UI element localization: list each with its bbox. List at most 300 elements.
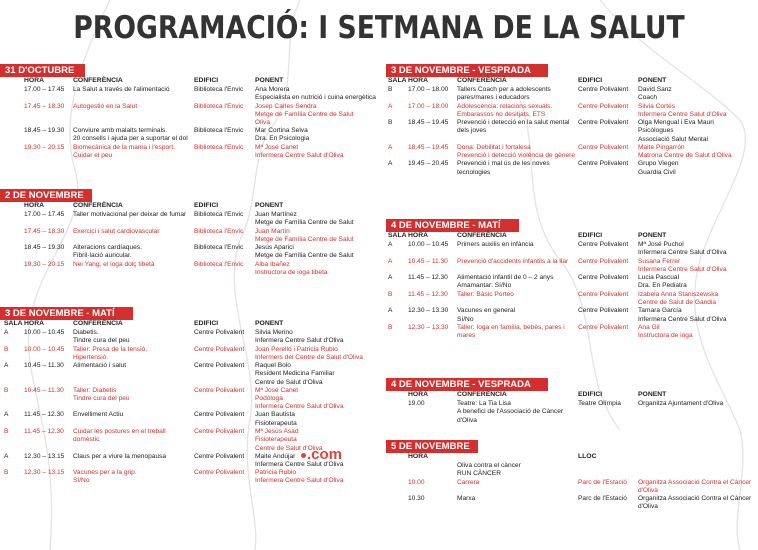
column-header-row <box>386 453 756 462</box>
conferencia-cell <box>457 307 515 324</box>
table-row <box>386 103 756 120</box>
column-header-conf: CONFERÈNCIA <box>73 202 123 209</box>
ponent-line: Centre de Salut d'Oliva <box>255 378 323 386</box>
conferencia-line: Nei Yang, el ioga dolç tibetà <box>73 260 155 268</box>
conferencia-cell <box>73 244 142 261</box>
column-header-row <box>386 77 756 86</box>
conferencia-cell <box>457 400 563 425</box>
ponent-line: Metge de Família Centre de Salut <box>255 219 354 227</box>
ponent-cell <box>255 469 343 486</box>
ponent-cell <box>638 144 732 161</box>
edifici-cell: Centre Polivalent <box>194 329 245 336</box>
column-header-hora: HORA <box>408 77 429 84</box>
ponent-line: Infermera Centre Salut d'Oliva <box>638 249 727 257</box>
conferencia-cell <box>73 428 166 445</box>
hora-cell: 10.30 <box>408 495 425 503</box>
ponent-cell <box>255 86 376 103</box>
ponent-line: Juan Martínez <box>255 211 297 218</box>
ponent-line: Guardia Civil <box>638 168 676 176</box>
section-oct-31 <box>0 64 378 160</box>
conferencia-line: Exercici i salut cardiovascular <box>73 227 160 235</box>
section-heading: 3 DE NOVEMBRE - MATÍ <box>0 307 133 320</box>
conferencia-line: Prevenció i detecció violència de gènere <box>457 152 576 160</box>
ponent-line: Infermera Centre Salut d'Oliva <box>638 265 727 273</box>
hora-cell: 12.30 – 13.15 <box>24 452 65 460</box>
edifici-cell: Biblioteca l'Envic <box>194 211 244 218</box>
ponent-line: Tamara García <box>638 307 682 315</box>
sala-cell: A <box>4 411 9 419</box>
conferencia-line: La Salut a través de l'alimentació <box>73 86 170 93</box>
column-header-sala: SALA <box>4 320 23 327</box>
conferencia-cell <box>457 241 534 249</box>
ponent-line: Infermera Centre Salut d'Oliva <box>638 315 727 323</box>
hora-cell: 12.30 – 13.30 <box>408 307 449 315</box>
conferencia-line: Cuidar les postures en el treball <box>73 427 166 435</box>
conferencia-cell <box>457 324 565 341</box>
column-header-edifici: LLOC <box>578 453 597 460</box>
section-rows <box>386 453 756 512</box>
ponent-line: Organitza Ajuntament d'Oliva <box>638 400 724 407</box>
column-header-edifici: EDIFICI <box>194 77 219 84</box>
section-nov-3-vesprada <box>386 64 756 177</box>
conferencia-line: A benefici de l'Associació de Càncer <box>457 408 564 416</box>
column-header-ponent: PONENT <box>255 202 284 209</box>
conferencia-line: Alimentació i salut <box>73 362 127 370</box>
edifici-cell: Centre Polivalent <box>194 386 245 394</box>
ponent-cell <box>638 274 687 291</box>
conferencia-cell <box>73 453 166 461</box>
section-rows <box>386 232 756 341</box>
sala-cell: A <box>388 160 393 168</box>
conferencia-line: mares <box>457 332 476 340</box>
ponent-cell <box>255 244 354 261</box>
conferencia-line: Taller motivacional per deixar de fumar <box>73 211 187 218</box>
ponent-cell <box>255 261 328 278</box>
hora-cell: 18.45 – 19.45 <box>408 119 449 127</box>
ponent-cell <box>638 258 726 275</box>
section-nov-5 <box>386 440 756 512</box>
hora-cell: 10.45 – 11.30 <box>24 386 64 394</box>
conferencia-line: dels joves <box>457 127 487 135</box>
conferencia-line: 20 consells i ajuda per a suportar el dol <box>73 135 188 143</box>
conferencia-line: Marxa <box>457 495 476 503</box>
ponent-line: Maite Andújar <box>255 452 296 460</box>
sala-cell: A <box>388 143 393 151</box>
ponent-line: Oliva <box>255 119 271 127</box>
ponent-line: Mar Cortina Selva <box>255 127 308 135</box>
edifici-cell: Centre Polivalent <box>578 290 629 298</box>
sala-cell: A <box>388 241 393 248</box>
ponent-line: Silvia Cortés <box>638 102 676 110</box>
ponent-line: Ana Morera <box>255 86 290 93</box>
ponent-cell <box>255 329 343 346</box>
ponent-cell <box>255 411 297 428</box>
watermark-text: .com <box>307 446 343 463</box>
section-heading: 4 DE NOVEMBRE - MATÍ <box>386 219 519 232</box>
conferencia-line: domèstic <box>73 436 100 444</box>
column-header-edifici: EDIFICI <box>194 202 219 209</box>
column-header-hora: HORA <box>408 391 429 398</box>
edifici-cell: Centre Polivalent <box>194 452 245 460</box>
column-header-hora: HORA <box>24 320 45 327</box>
ponent-line: Fisioterapeuta <box>255 436 297 444</box>
section-rows <box>0 202 378 277</box>
conferencia-line: Alteracions cardíaques. <box>73 244 142 252</box>
column-header-edifici: EDIFICI <box>578 391 603 398</box>
ponent-line: Jesús Aparici <box>255 244 294 252</box>
ponent-line: d'Oliva <box>638 503 658 511</box>
edifici-cell: Biblioteca l'Envic <box>194 143 244 151</box>
column-header-row <box>0 77 378 86</box>
table-row <box>386 160 756 177</box>
edifici-cell: Parc de l'Estació <box>578 495 627 503</box>
hora-cell: 17.00 – 17.45 <box>24 86 65 93</box>
hora-cell: 18.45 – 19.45 <box>408 143 449 151</box>
ponent-line: Olga Mengual i Eva Mauri <box>638 119 714 127</box>
sala-cell: A <box>388 307 393 315</box>
sala-cell: B <box>4 469 9 477</box>
conferencia-cell <box>73 103 137 111</box>
ponent-cell <box>638 86 672 103</box>
section-heading: 5 DE NOVEMBRE <box>386 440 478 453</box>
conferencia-cell <box>457 462 521 479</box>
ponent-cell <box>638 119 714 144</box>
table-row <box>0 144 378 161</box>
edifici-cell: Centre Polivalent <box>578 160 629 168</box>
watermark-dot-icon <box>301 453 306 458</box>
table-row <box>386 462 756 479</box>
column-header-ponent: PONENT <box>255 77 284 84</box>
table-row <box>386 291 756 308</box>
hora-cell: 10.00 – 10.45 <box>24 345 65 353</box>
conferencia-cell <box>457 495 475 503</box>
ponent-line: Mª Jesús Asad <box>255 427 299 435</box>
hora-cell: 11.45 – 12.30 <box>408 274 448 282</box>
conferencia-line: Vacunes per a la grip. <box>73 469 137 477</box>
ponent-cell <box>255 211 354 228</box>
ponent-line: Infermera Centre Salut d'Oliva <box>255 460 344 468</box>
ponent-line: Infermera Centre Salut d'Oliva <box>255 152 344 160</box>
edifici-cell: Centre Polivalent <box>578 257 629 265</box>
sala-cell: B <box>4 427 9 435</box>
conferencia-line: Envelliment Actiu <box>73 411 124 419</box>
table-row <box>0 228 378 245</box>
conferencia-cell <box>457 86 551 103</box>
column-header-edifici: EDIFICI <box>578 77 603 84</box>
ponent-cell <box>255 127 309 144</box>
hora-cell: 11.45 – 12.30 <box>408 290 448 298</box>
conferencia-cell <box>457 103 552 120</box>
section-rows <box>386 391 756 425</box>
table-row <box>386 495 756 512</box>
conferencia-line: RUN CÀNCER <box>457 470 501 478</box>
table-row <box>386 258 756 275</box>
table-row <box>0 411 378 428</box>
ponent-line: Instructora de ioga tibeta <box>255 269 328 277</box>
section-rows <box>0 77 378 160</box>
ponent-line: Patricia Rubio <box>255 469 297 477</box>
table-row <box>0 103 378 128</box>
edifici-cell: Centre Polivalent <box>194 427 245 435</box>
column-header-hora: HORA <box>408 453 429 460</box>
ponent-line: Instructora de ioga <box>638 332 693 340</box>
conferencia-cell <box>73 261 155 269</box>
edifici-cell: Centre Polivalent <box>194 469 245 477</box>
ponent-line: Fisioterapeuta <box>255 419 297 427</box>
ponent-cell <box>255 228 354 245</box>
conferencia-line: Claus per a viure la menopausa <box>73 452 167 460</box>
ponent-line: Organitza Associació Contra el Càncer <box>638 478 752 486</box>
table-row <box>0 261 378 278</box>
sala-cell: A <box>388 102 393 110</box>
ponent-line: Ana Gil <box>638 323 660 331</box>
edifici-cell: Biblioteca l'Envic <box>194 127 244 135</box>
hora-cell: 10.00 <box>408 478 425 486</box>
ponent-cell <box>255 362 335 387</box>
conferencia-cell <box>457 479 479 487</box>
ponent-cell <box>638 479 751 496</box>
column-header-hora: HORA <box>408 232 429 239</box>
ponent-line: Infermera Centre Salut d'Oliva <box>638 110 727 118</box>
hora-cell: 19.00 <box>408 400 425 407</box>
ponent-cell <box>638 495 751 512</box>
hora-cell: 17.45 – 18.30 <box>24 102 65 110</box>
edifici-cell: Centre Polivalent <box>578 241 629 248</box>
ponent-line: Grupo Viegen <box>638 160 679 168</box>
section-heading: 31 D'OCTUBRE <box>0 64 85 77</box>
conferencia-line: Taller: Presa de la tensió. <box>73 345 148 353</box>
conferencia-line: Autogestió en la Salut <box>73 102 138 110</box>
conferencia-line: Alimentació infantil de 0 – 2 anys <box>457 274 554 282</box>
hora-cell: 10.00 – 10.45 <box>408 241 449 248</box>
ponent-line: Infermera Centre Salut d'Oliva <box>255 403 344 411</box>
column-header-row <box>386 391 756 400</box>
ponent-line: Especialista en nutrició i cuina energètica <box>255 94 376 102</box>
ponent-line: Podòloga <box>255 395 283 403</box>
hora-cell: 18.45 – 19.30 <box>24 127 65 135</box>
ponent-cell <box>255 387 343 412</box>
ponent-cell <box>255 144 343 161</box>
edifici-cell: Centre Polivalent <box>578 119 629 127</box>
conferencia-line: Conviure amb malalts terminals. <box>73 127 168 135</box>
hora-cell: 19.30 – 20.15 <box>24 143 65 151</box>
column-header-ponent: PONENT <box>638 391 667 398</box>
conferencia-cell <box>457 160 550 177</box>
sala-cell: B <box>388 86 393 93</box>
ponent-line: Mª José Puchol <box>638 241 684 248</box>
ponent-line: Metge de Família Centre de Salut <box>255 252 354 260</box>
ponent-line: Silvia Merino <box>255 329 293 336</box>
conferencia-line: Dona: Debilitat i fortalesa <box>457 143 531 151</box>
ponent-line: Centre de Salut d'Oliva <box>255 444 323 452</box>
ponent-line: Lucia Pascual <box>638 274 680 282</box>
hora-cell: 12.30 – 13.15 <box>24 469 65 477</box>
conferencia-line: Diabetis. <box>73 329 99 336</box>
edifici-cell: Centre Polivalent <box>194 411 245 419</box>
ponent-cell <box>638 241 726 258</box>
column-header-row <box>0 320 378 329</box>
ponent-cell <box>638 160 679 177</box>
hora-cell: 17.45 – 18.30 <box>24 227 65 235</box>
edifici-cell: Biblioteca l'Envic <box>194 102 244 110</box>
conferencia-cell <box>73 144 175 161</box>
column-header-sala: SALA <box>388 232 407 239</box>
ponent-cell <box>638 103 726 120</box>
column-header-hora: HORA <box>24 202 45 209</box>
column-header-conf: CONFERÈNCIA <box>457 391 507 398</box>
column-header-conf: CONFERÈNCIA <box>73 320 123 327</box>
conferencia-line: Teatre: La Tia Lisa <box>457 400 511 407</box>
ponent-cell <box>638 291 718 308</box>
conferencia-line: Oliva contra el càncer <box>457 462 521 469</box>
conferencia-line: Taller: Diabetis <box>73 386 117 394</box>
table-row <box>386 86 756 103</box>
section-rows <box>386 77 756 177</box>
sala-cell: B <box>4 386 9 394</box>
hora-cell: 10.45 – 11.30 <box>408 257 448 265</box>
conferencia-cell <box>457 119 570 136</box>
edifici-cell: Biblioteca l'Envic <box>194 227 244 235</box>
ponent-line: d'Oliva <box>638 486 658 494</box>
ponent-cell <box>255 346 363 363</box>
section-nov-2 <box>0 189 378 277</box>
hora-cell: 17.00 – 18.00 <box>408 102 449 110</box>
ponent-line: Mª José Canet <box>255 386 299 394</box>
column-header-edifici: EDIFICI <box>194 320 219 327</box>
page-title: PROGRAMACIÓ: I SETMANA DE LA SALUT <box>73 10 685 46</box>
edifici-cell: Biblioteca l'Envic <box>194 86 244 93</box>
ponent-line: Infermers del Centre de Salut d'Oliva <box>255 353 363 361</box>
table-row <box>386 274 756 291</box>
ponent-line: Centre de Salut de Gandia <box>638 299 717 307</box>
conferencia-line: Tallers Coach per a adolescents <box>457 86 551 93</box>
table-row <box>386 307 756 324</box>
sala-cell: B <box>388 323 393 331</box>
hora-cell: 17.00 – 18.00 <box>408 86 449 93</box>
ponent-line: Juan Martín <box>255 227 290 235</box>
sala-cell: B <box>388 290 393 298</box>
hora-cell: 10.00 – 10.45 <box>24 329 65 336</box>
edifici-cell: Centre Polivalent <box>578 86 629 93</box>
ponent-line: Resident Medicina Familiar <box>255 370 335 378</box>
ponent-line: David Sanz <box>638 86 672 93</box>
conferencia-line: Prevenció i detecció en la salut mental <box>457 119 570 127</box>
ponent-line: Raquel Bolo <box>255 362 291 370</box>
conferencia-line: Amamantar: Sí/No <box>457 282 512 290</box>
ponent-line: Infermera Centre Salut d'Oliva <box>255 337 344 345</box>
conferencia-line: Embarassos no desitjats, ETS <box>457 110 546 118</box>
ponent-cell <box>255 103 354 128</box>
conferencia-cell <box>73 387 130 404</box>
column-header-row <box>386 232 756 241</box>
conferencia-line: Tindre cura del peu <box>73 395 130 403</box>
conferencia-line: Prevenció i mal ús de les noves <box>457 160 550 168</box>
hora-cell: 17.00 – 17.45 <box>24 211 65 218</box>
conferencia-cell <box>73 362 126 370</box>
column-header-conf: CONFERÈNCIA <box>457 77 507 84</box>
ponent-line: Associació Salut Mental <box>638 135 709 143</box>
ponent-line: Mª José Canet <box>255 143 299 151</box>
ponent-line: Infermera Centre Salut d'Oliva <box>255 477 344 485</box>
hora-cell: 12.30 – 13.30 <box>408 323 449 331</box>
column-header-ponent: PONENT <box>638 77 667 84</box>
ponent-line: Dra. En Pediatra <box>638 282 687 290</box>
conferencia-cell <box>73 329 130 346</box>
table-row <box>386 324 756 341</box>
conferencia-line: Biomecànica de la mama i l'esport. <box>73 143 176 151</box>
hora-cell: 11.45 – 12.30 <box>24 411 64 419</box>
section-heading: 4 DE NOVEMBRE - VESPRADA <box>386 378 548 391</box>
edifici-cell: Centre Polivalent <box>194 345 245 353</box>
column-header-sala: SALA <box>388 77 407 84</box>
conferencia-cell <box>457 291 514 299</box>
conferencia-line: Primers auxilis en infància <box>457 241 534 248</box>
sala-cell: B <box>4 345 9 353</box>
sala-cell: A <box>4 362 9 370</box>
conferencia-cell <box>73 228 159 236</box>
column-header-ponent: PONENT <box>638 232 667 239</box>
column-header-hora: HORA <box>24 77 45 84</box>
conferencia-cell <box>457 144 575 161</box>
conferencia-cell <box>457 274 553 291</box>
section-heading: 2 DE NOVEMBRE <box>0 189 92 202</box>
section-heading: 3 DE NOVEMBRE - VESPRADA <box>386 64 548 77</box>
sala-cell: A <box>4 452 9 460</box>
conferencia-line: Taller: Ioga en família, bebès, pares i <box>457 323 565 331</box>
conferencia-cell <box>73 86 170 94</box>
edifici-cell: Biblioteca l'Envic <box>194 244 244 252</box>
table-row <box>386 241 756 258</box>
ponent-cell <box>638 400 723 408</box>
table-row <box>386 144 756 161</box>
section-nov-4-mati <box>386 219 756 341</box>
ponent-line: Josep Carles Sendra <box>255 102 317 110</box>
hora-cell: 11.45 – 12.30 <box>24 427 64 435</box>
conferencia-cell <box>73 469 137 486</box>
edifici-cell: Centre Polivalent <box>578 323 629 331</box>
conferencia-cell <box>73 346 147 363</box>
conferencia-line: Carrera <box>457 478 480 486</box>
conferencia-cell <box>73 127 188 144</box>
edifici-cell: Teatre Olímpia <box>578 400 621 407</box>
conferencia-line: tecnologies <box>457 168 491 176</box>
table-row <box>0 346 378 363</box>
conferencia-line: pares/mares i educadors <box>457 94 530 102</box>
column-header-conf: CONFERÈNCIA <box>457 232 507 239</box>
conferencia-line: d'Oliva <box>457 416 477 424</box>
conferencia-line: Adolescència: relacions sexuals. <box>457 102 553 110</box>
ponent-line: Alba Ibañez <box>255 260 290 268</box>
ponent-line: Izabela Anna Staniszewska <box>638 290 719 298</box>
table-row <box>0 211 378 228</box>
edifici-cell: Parc de l'Estació <box>578 478 627 486</box>
conferencia-line: Sí/No <box>457 315 474 323</box>
ponent-line: Susana Ferrer <box>638 257 681 265</box>
table-row <box>0 362 378 387</box>
hora-cell: 10.45 – 11.30 <box>24 362 64 370</box>
conferencia-cell <box>73 411 123 419</box>
ponent-line: Maite Pingarrón <box>638 143 685 151</box>
conferencia-line: Fibril·lació auricular. <box>73 252 132 260</box>
conferencia-cell <box>457 258 568 266</box>
table-row <box>0 86 378 103</box>
column-header-conf: CONFERÈNCIA <box>73 77 123 84</box>
ponent-cell <box>638 324 693 341</box>
conferencia-line: Hipertensió. <box>73 353 109 361</box>
table-row <box>0 329 378 346</box>
ponent-cell <box>638 307 726 324</box>
table-row <box>0 387 378 412</box>
